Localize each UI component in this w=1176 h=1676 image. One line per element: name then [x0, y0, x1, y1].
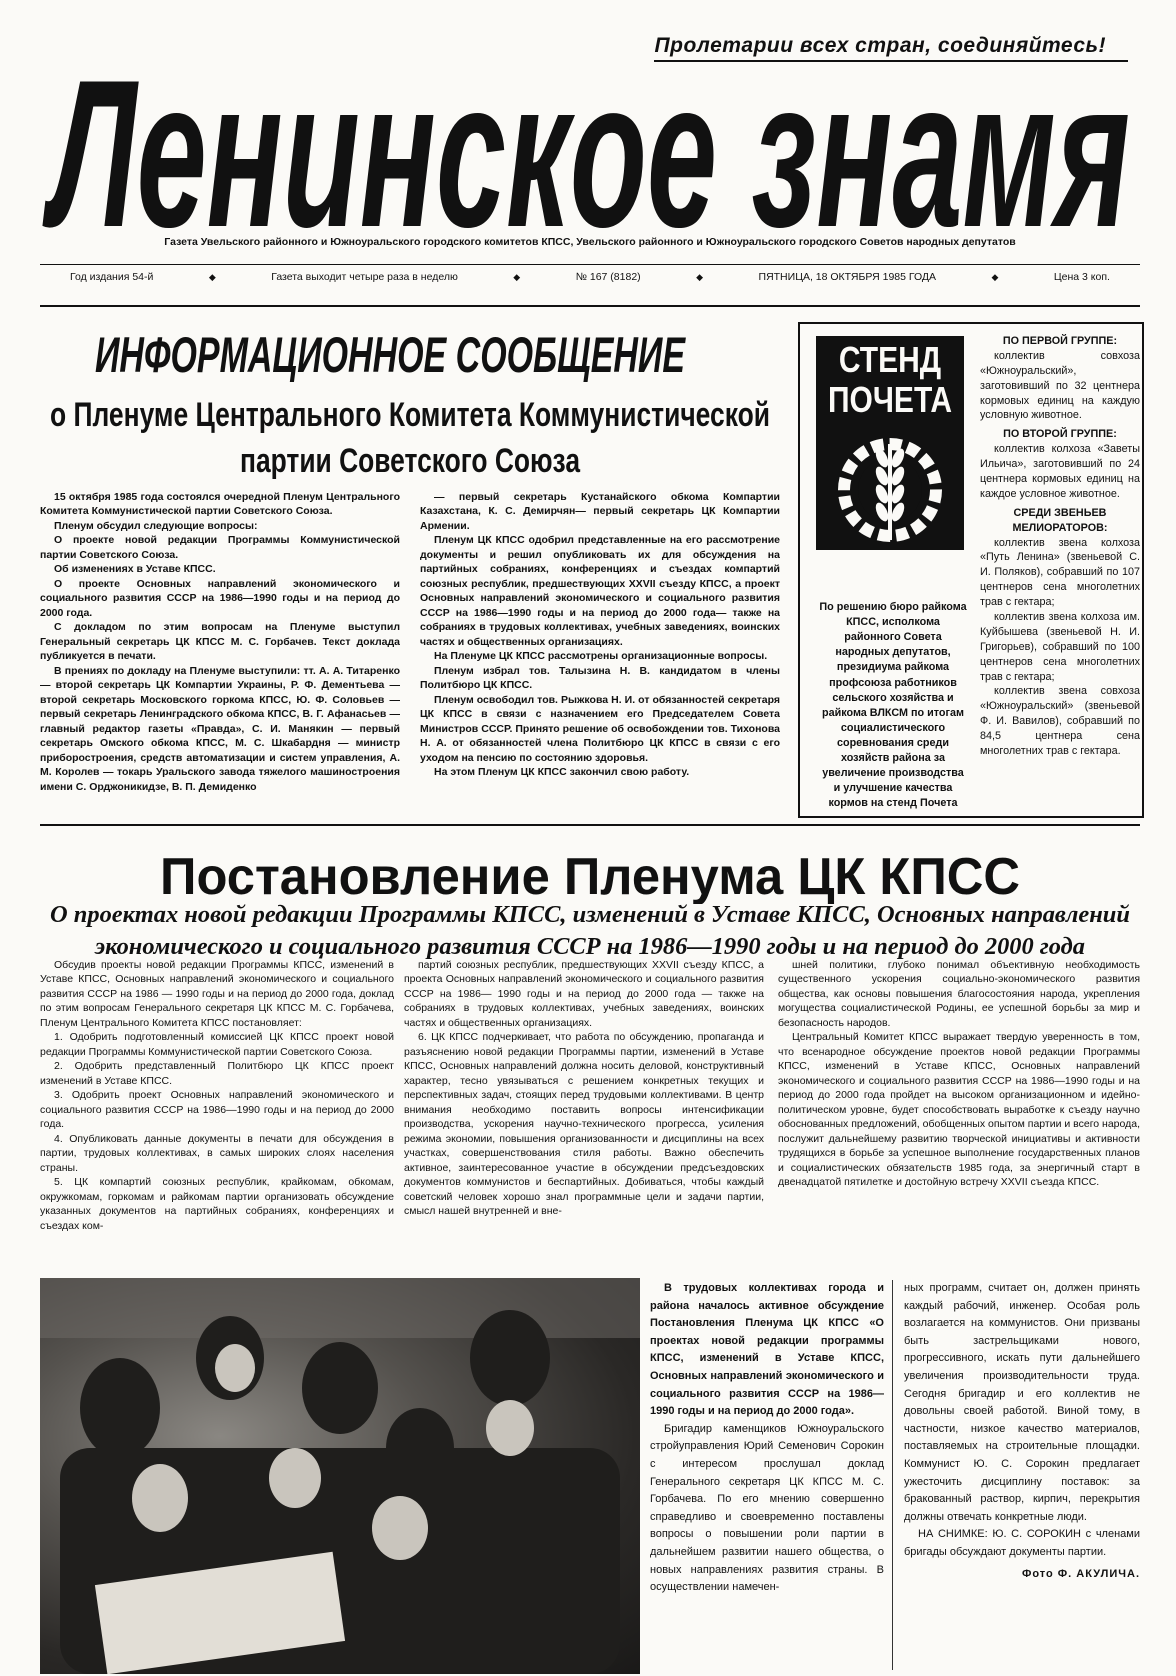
resolution-paragraph: Центральный Комитет КПСС выражает твердую уверенность в том, что всенародное обсуждение проектов новой редакции Программы КПСС, изменений в Уставе КПСС, Основных направлений экономического и социального развития СССР на 1986—1990 годы и на период до 2000 года пройдет на высоком организационном и идейно-политическом уровне, будет способствовать выработке к съезду научно обоснованных предложений, обобщенных опытом партии и всего народа, послужит дальнейшему развитию творческой инициативы и активности трудящихся в борьбе за успешное выполнение государственных планов и социалистических обязательств 1985 года, за энергичный старт в двенадцатой пятилетке и достойную встречу XXVII съезда КПСС.: [778, 1031, 1140, 1189]
info-subheadline: [40, 388, 780, 480]
honor-emblem: [816, 336, 964, 550]
resolution-subhead-line1: О проектах новой редакции Программы КПСС, изменений в Уставе КПСС, Основных направлений: [50, 902, 1130, 928]
info-column-1: [40, 490, 400, 814]
honor-entry: коллектив звена колхоза «Путь Ленина» (звеньевой С. И. Поляков), собравший по 107 центнеров сена многолетних трав с гектара;: [980, 536, 1140, 609]
honor-group-heading: ПО ВТОРОЙ ГРУППЕ:: [1003, 428, 1117, 441]
honor-group-heading: СРЕДИ ЗВЕНЬЕВ МЕЛИОРАТОРОВ:: [1012, 506, 1108, 534]
slogan-underline: [654, 60, 1128, 62]
bullet-icon: ◆: [991, 271, 999, 282]
info-paragraph: На этом Пленум ЦК КПСС закончил свою работу.: [434, 766, 690, 779]
price-label: Цена 3 коп.: [1053, 271, 1110, 283]
honor-group-heading: ПО ПЕРВОЙ ГРУППЕ:: [1002, 335, 1118, 347]
honor-entry: коллектив совхоза «Южноуральский», заготовивший по 32 центнера кормовых единиц на каждую условную животное.: [980, 349, 1140, 422]
photo-caption: НА СНИМКЕ: Ю. С. СОРОКИН с членами бригады обсуждают документы партии.: [904, 1528, 1140, 1558]
issue-date: ПЯТНИЦА, 18 ОКТЯБРЯ 1985 ГОДА: [758, 271, 937, 283]
emblem-line1: СТЕНД: [838, 340, 942, 381]
year-label: Год издания 54-й: [70, 271, 154, 283]
svg-text:Постановление Пленума ЦК КПСС: Постановление Пленума ЦК КПСС: [160, 848, 1020, 904]
column-divider: [892, 1280, 893, 1670]
emblem-line2: ПОЧЕТА: [827, 380, 953, 421]
brigade-photo: [40, 1278, 640, 1674]
resolution-paragraph: шней политики, глубоко понимал объективную необходимость существенного ускорения социально-экономического развития общества, как основы повышения благосостояния народа, укрепления могущества социалистической Родины, ее успешной борьбы за мир и безопасность народов.: [778, 959, 1140, 1029]
publisher-line: Газета Увельского районного и Южноуральского городского комитетов КПСС, Увельского районного и Южноуральского городского Советов народных депутатов: [164, 236, 1016, 248]
resolution-paragraph: 4. Опубликовать данные документы в печати для обсуждения в партии, трудовых коллективах, в самых широких слоях населения страны.: [40, 1132, 394, 1174]
resolution-column-3: [778, 958, 1140, 1260]
section-rule: [40, 824, 1140, 826]
issue-info-bar: [40, 271, 1140, 283]
honor-list: [980, 330, 1140, 814]
bullet-icon: ◆: [208, 271, 216, 282]
resolution-subheadline: [40, 898, 1140, 962]
info-paragraph: Об изменениях в Уставе КПСС.: [54, 563, 216, 576]
info-paragraph: — первый секретарь Кустанайского обкома Компартии Казахстана, К. С. Демирчян— первый секретарь ЦК Компартии Армении.: [420, 491, 780, 532]
info-paragraph: Пленум ЦК КПСС одобрил представленные на его рассмотрение документы и решил опубликовать их для обсуждения на партийных собраниях, конференциях и съездах компартий союзных республик, предшествующих XXVII съезду КПСС, а проект Основных направлений экономического и социального развития СССР на 1986—1990 годы и на период до 2000 года— также на собраниях в трудовых коллективах, учебных заведениях, воинских частях и общественных организациях.: [420, 534, 780, 648]
issue-number: № 167 (8182): [575, 271, 641, 283]
photo-credit: Фото Ф. АКУЛИЧА.: [1021, 1567, 1140, 1580]
bullet-icon: ◆: [696, 271, 704, 282]
article-lead: В трудовых коллективах города и района началось активное обсуждение Постановления Пленума ЦК КПСС «О проектах новой редакции программы КПСС, изменений в Уставе КПСС, Основных направлений экономического и социального развития СССР на 1986—1990 годы и на период до 2000 года».: [650, 1282, 884, 1418]
info-subhead-line2: партии Советского Союза: [240, 442, 581, 480]
info-paragraph: На Пленуме ЦК КПСС рассмотрены организационные вопросы.: [434, 650, 768, 663]
resolution-paragraph: 5. ЦК компартий союзных республик, крайкомам, обкомам, окружкомам, горкомам и райкомам партии организовать обсуждение указанных документов на партийных собраниях, конференциях и съездах ком-: [40, 1176, 394, 1232]
info-paragraph: 15 октября 1985 года состоялся очередной Пленум Центрального Комитета Коммунистической партии Советского Союза.: [40, 491, 400, 518]
info-paragraph: В прениях по докладу на Пленуме выступили: тт. А. А. Титаренко — второй секретарь ЦК Компартии Украины, Р. Ф. Дементьева — второй секретарь Московского горкома КПСС, Ю. Ф. Соловьев — первый секретарь Ленинградского обкома КПСС, В. Г. Афанасьев — главный редактор газеты «Правда», С. И. Манякин — первый секретарь Омского обкома КПСС, М. С. Шкабардня — министр приборостроения, средств автоматизации и систем управления, А. М. Королев — токарь Уральского завода тяжелого машиностроения имени С. Орджоникидзе, В. П. Демиденко: [40, 664, 400, 793]
honor-entry: коллектив колхоза «Заветы Ильича», заготовивший по 24 центнера кормовых единиц на каждое условное животное.: [980, 443, 1140, 500]
slogan: Пролетарии всех стран, соединяйтесь!: [654, 34, 1106, 57]
resolution-paragraph: 3. Одобрить проект Основных направлений экономического и социального развития СССР на 1986—1990 годы и на период до 2000 года.: [40, 1089, 394, 1131]
info-paragraph: О проекте новой редакции Программы Коммунистической партии Советского Союза.: [40, 534, 400, 561]
frequency-label: Газета выходит четыре раза в неделю: [271, 271, 458, 283]
info-headline: [60, 322, 720, 382]
article-paragraph: Бригадир каменщиков Южноуральского стройуправления Юрий Семенович Сорокин с интересом прослушал доклад Генерального секретаря ЦК КПСС М. С. Горбачева. По его мнению совершенно справедливо и своевременно поставлены вопросы о повышении роли партии в дальнейшем развитии нашего общества, о новых направлениях развития страны. В осуществлении намечен-: [650, 1422, 884, 1594]
honor-entry: коллектив звена совхоза «Южноуральский» (звеньевой Ф. И. Вавилов), собравший по 84,5 центнера сена многолетних трав с гектара.: [980, 685, 1140, 758]
resolution-headline: [120, 840, 1060, 904]
info-paragraph: Пленум освободил тов. Рыжкова Н. И. от обязанностей секретаря ЦК КПСС в связи с назначением его Председателем Совета Министров СССР. Принято решение об освобождении тов. Тихонова Н. А. от обязанностей члена Политбюро ЦК КПСС в связи с его уходом на пенсию по состоянию здоровья.: [420, 693, 780, 764]
bullet-icon: ◆: [513, 271, 521, 282]
info-paragraph: Пленум обсудил следующие вопросы:: [54, 519, 258, 532]
info-column-2: [420, 490, 780, 814]
resolution-paragraph: Обсудив проекты новой редакции Программы КПСС, изменений в Уставе КПСС, Основных направлений экономического и социального развития СССР на 1986 — 1990 годы и на период до 2000 года, доклад по этим вопросам Генерального секретаря ЦК КПСС М. С. Горбачева, Пленум Центрального Комитета КПСС постановляет:: [40, 959, 394, 1029]
honor-intro: По решению бюро райкома КПСС, исполкома районного Совета народных депутатов, президиума райкома профсоюза работников сельского хозяйства и райкома ВЛКСМ по итогам социалистического соревнования среди хозяйств района за увеличение производства и улучшение качества кормов на стенд Почета: [819, 601, 967, 810]
resolution-paragraph: 2. Одобрить представленный Политбюро ЦК КПСС проект изменений в Уставе КПСС.: [40, 1060, 394, 1087]
article-column-2: [904, 1280, 1140, 1674]
header-rule-bottom: [40, 305, 1140, 307]
newspaper-title: [40, 66, 1140, 246]
resolution-column-1: [40, 958, 394, 1260]
info-subhead-line1: о Пленуме Центрального Комитета Коммунистической: [50, 396, 770, 434]
article-paragraph: ных программ, считает он, должен принять каждый рабочий, инженер. Особая роль возлагается на коммунистов. Они призваны быть застрельщиками нового, прогрессивного, искать пути дальнейшего увеличения производительности труда. Сегодня бригадир и его коллектив не довольны своей работой. Виной тому, в частности, низкое качество материалов, поставляемых на строительные площадки. Коммунист Ю. С. Сорокин предлагает ужесточить дисциплину поставок: за бракованный раствор, кирпич, перекрытия должны отвечать конкретные люди.: [904, 1282, 1140, 1523]
svg-text:ИНФОРМАЦИОННОЕ СООБЩЕНИЕ: ИНФОРМАЦИОННОЕ СООБЩЕНИЕ: [95, 327, 687, 382]
resolution-paragraph: 6. ЦК КПСС подчеркивает, что работа по обсуждению, пропаганда и разъяснению новой редакции Программы партии, изменений в Уставе КПСС, Основных направлений должна носить деловой, конструктивный характер, тесно увязываться с решением конкретных текущих и перспективных задач, стоящих перед трудовыми коллективами. В центр внимания необходимо поставить вопросы интенсификации производства, ускорения научно-технического прогресса, усиления режима экономии, повышения организованности и дисциплины на всех участках, совершенствования стиля работы. Важно обеспечить активное, заинтересованное участие в обсуждении предсъездовских документов коммунистов и беспартийных. Добиваться, чтобы каждый советский человек хорошо знал программные цели и задачи партии, смысл нашей внутренней и вне-: [404, 1031, 764, 1218]
info-paragraph: Пленум избрал тов. Талызина Н. В. кандидатом в члены Политбюро ЦК КПСС.: [420, 664, 780, 692]
honor-entry: коллектив звена колхоза им. Куйбышева (звеньевой Н. И. Григорьев), собравший по 100 центнеров сена многолетних трав с гектара;: [980, 611, 1140, 683]
title-text: Ленинское знамя: [42, 66, 1130, 246]
resolution-column-2: [404, 958, 764, 1260]
gear-wheat-icon: [816, 424, 964, 554]
resolution-subhead-line2: экономического и социального развития СССР на 1986—1990 годы и на период до 2000 года: [93, 934, 1086, 960]
info-paragraph: С докладом по этим вопросам на Пленуме выступил Генеральный секретарь ЦК КПСС М. С. Горбачев. Текст доклада публикуется в печати.: [40, 621, 400, 663]
info-paragraph: О проекте Основных направлений экономического и социального развития СССР на 1986—1990 годы и на период до 2000 года.: [40, 577, 400, 619]
resolution-paragraph: 1. Одобрить подготовленный комиссией ЦК КПСС проект новой редакции Программы Коммунистической партии Советского Союза.: [40, 1031, 394, 1058]
header-rule-top: [40, 264, 1140, 265]
article-column-1: [650, 1280, 884, 1674]
resolution-paragraph: партий союзных республик, предшествующих XXVII съезду КПСС, а проекта Основных направлений экономического и социального развития СССР на 1986— 1990 годы и на период до 2000 года — также на собраниях в трудовых коллективах, учебных заведениях, воинских частях и общественных организациях.: [404, 959, 764, 1029]
